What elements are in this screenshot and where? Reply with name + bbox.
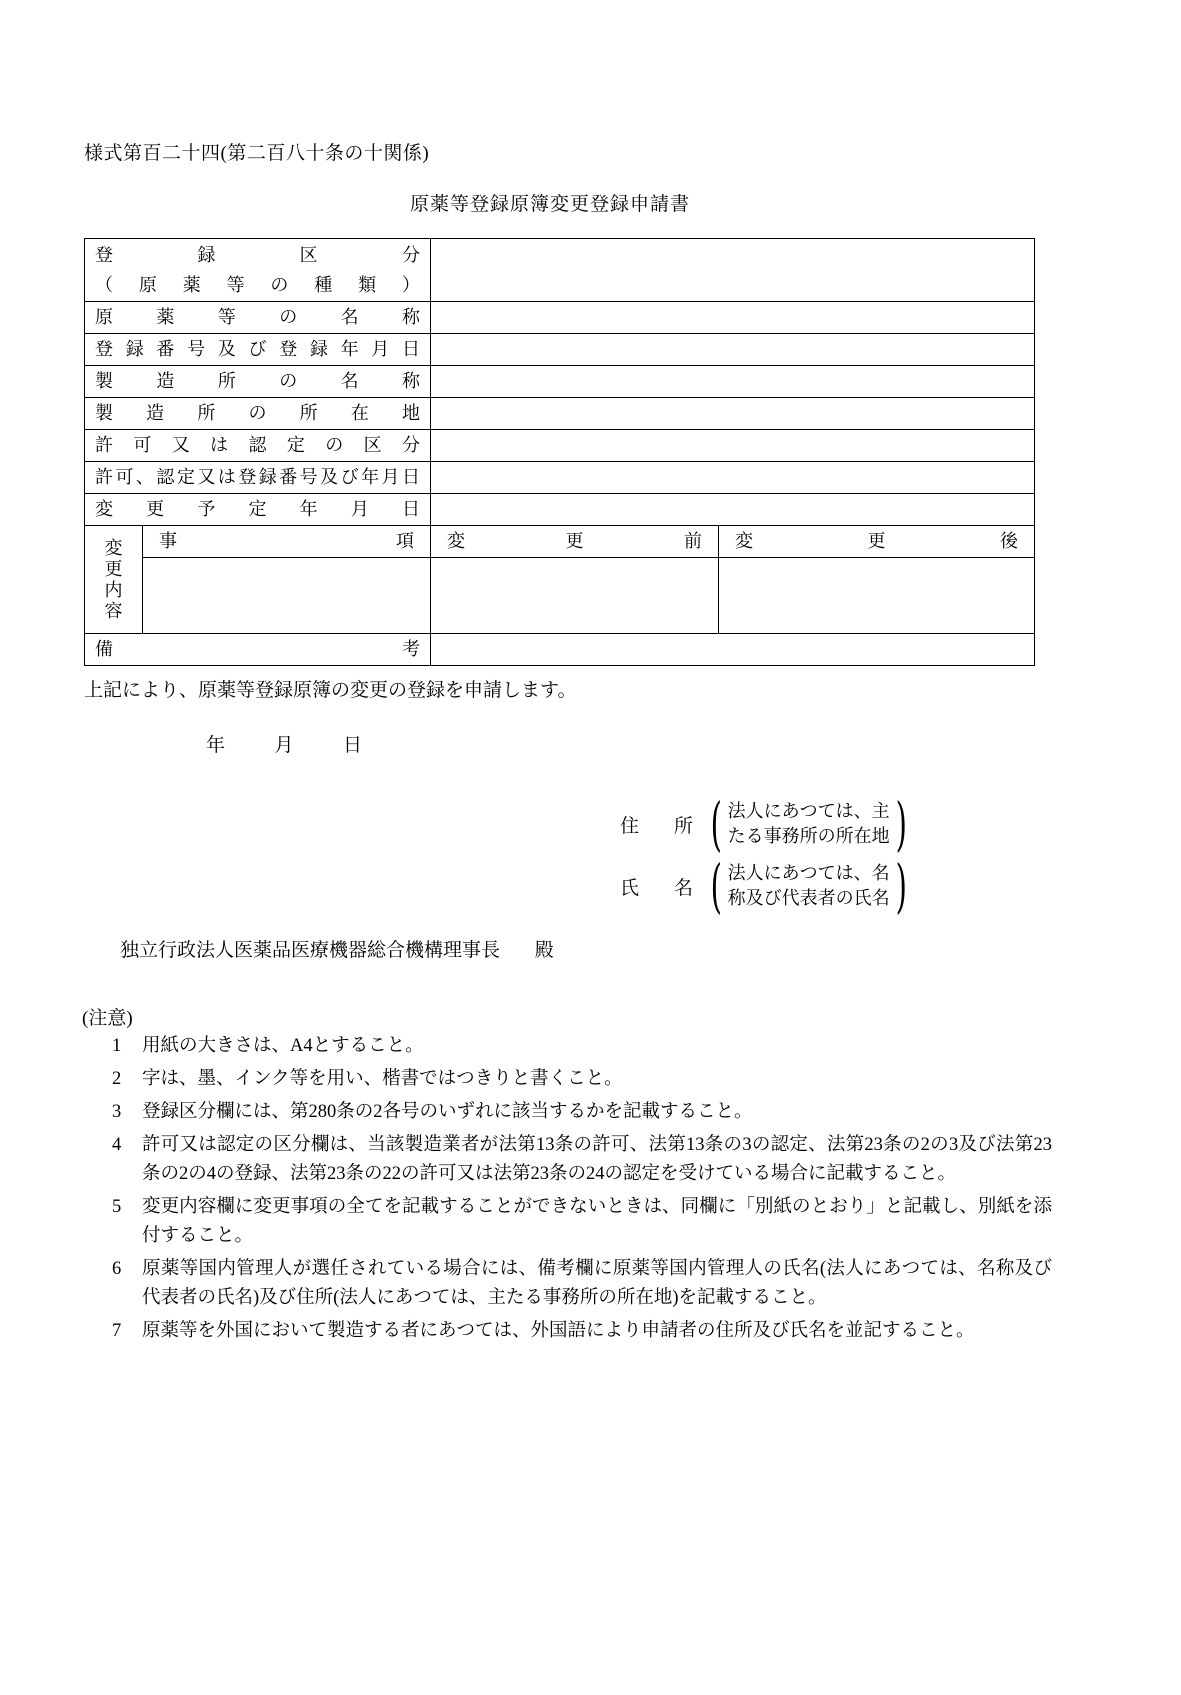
column-header-before: 変 更 前 xyxy=(431,526,719,558)
application-statement: 上記により、原薬等登録原簿の変更の登録を申請します。 xyxy=(84,680,577,701)
address-note: 法人にあつては、主 たる事務所の所在地 xyxy=(727,801,890,846)
row-value-license-category[interactable] xyxy=(431,430,1035,462)
table-row-change-content-body xyxy=(85,558,1035,634)
row-value-factory-name[interactable] xyxy=(431,366,1035,398)
address-block xyxy=(620,790,912,858)
row-value-substance-name[interactable] xyxy=(431,302,1035,334)
table-row-change-date xyxy=(85,494,1035,526)
list-item xyxy=(112,1065,1052,1094)
addressee xyxy=(120,935,554,962)
list-item xyxy=(112,1098,1052,1127)
table-row-factory-name xyxy=(85,366,1035,398)
cell-change-before[interactable] xyxy=(431,558,719,634)
table-row-registration-category xyxy=(85,239,1035,302)
date-line[interactable] xyxy=(206,730,364,757)
address-label: 住 所 xyxy=(620,815,702,837)
name-block xyxy=(620,852,912,920)
application-table xyxy=(84,238,1035,666)
table-row-change-content-header xyxy=(85,526,1035,558)
note-text: 許可又は認定の区分欄は、当該製造業者が法第13条の許可、法第13条の3の認定、法第23条の2の3及び法第23条の2の4の登録、法第23条の22の許可又は法第23条の24の認定を受けている場合に記載すること。 xyxy=(142,1135,1052,1184)
table-row-registration-number-date xyxy=(85,334,1035,366)
note-number: 3 xyxy=(112,1102,122,1122)
note-number: 5 xyxy=(112,1197,122,1217)
table-row-substance-name xyxy=(85,302,1035,334)
row-label-registration-number-date: 登録番号及び登録年月日 xyxy=(85,334,431,366)
brace-close-right-icon: ) xyxy=(895,852,907,920)
note-number: 4 xyxy=(112,1135,122,1155)
note-text: 用紙の大きさは、A4とすること。 xyxy=(142,1036,424,1056)
note-text: 登録区分欄には、第280条の2各号のいずれに該当するかを記載すること。 xyxy=(142,1102,753,1122)
name-note: 法人にあつては、名 称及び代表者の氏名 xyxy=(727,863,890,908)
table-row-license-number-date xyxy=(85,462,1035,494)
date-year-label: 年 xyxy=(206,735,228,756)
brace-open-left-icon: ( xyxy=(710,852,722,920)
table-row-remarks xyxy=(85,634,1035,666)
row-label-license-category: 許 可 又 は 認 定 の 区 分 xyxy=(85,430,431,462)
form-number: 様式第百二十四(第二百八十条の十関係) xyxy=(84,143,430,164)
list-item xyxy=(112,1193,1052,1251)
row-label-factory-name: 製 造 所 の 名 称 xyxy=(85,366,431,398)
addressee-name: 独立行政法人医薬品医療機器総合機構理事長 xyxy=(120,940,501,961)
row-label-license-number-date: 許可、認定又は登録番号及び年月日 xyxy=(85,462,431,494)
cell-change-after[interactable] xyxy=(719,558,1035,634)
row-value-registration-number-date[interactable] xyxy=(431,334,1035,366)
addressee-honorific: 殿 xyxy=(534,940,554,961)
list-item xyxy=(112,1131,1052,1189)
brace-open-left-icon: ( xyxy=(710,790,722,858)
brace-close-right-icon: ) xyxy=(895,790,907,858)
note-number: 7 xyxy=(112,1321,122,1341)
row-label-remarks: 備 考 xyxy=(85,634,431,666)
date-day-label: 日 xyxy=(343,735,365,756)
date-month-label: 月 xyxy=(274,735,296,756)
notes-title: (注意) xyxy=(82,1008,133,1029)
row-label-registration-category: 登 録 区 分 （ 原 薬 等 の 種 類 ） xyxy=(85,239,431,302)
note-number: 6 xyxy=(112,1259,122,1279)
list-item xyxy=(112,1032,1052,1061)
row-value-remarks[interactable] xyxy=(431,634,1035,666)
table-row-factory-address xyxy=(85,398,1035,430)
note-text: 原薬等を外国において製造する者にあつては、外国語により申請者の住所及び氏名を並記すること。 xyxy=(142,1321,975,1341)
row-value-change-date[interactable] xyxy=(431,494,1035,526)
table-row-license-category xyxy=(85,430,1035,462)
row-value-registration-category[interactable] xyxy=(431,239,1035,302)
cell-change-item[interactable] xyxy=(143,558,431,634)
list-item xyxy=(112,1255,1052,1313)
row-label-factory-address: 製 造 所 の 所 在 地 xyxy=(85,398,431,430)
page-title: 原薬等登録原簿変更登録申請書 xyxy=(409,194,690,215)
column-header-item: 事 項 xyxy=(143,526,431,558)
note-number: 2 xyxy=(112,1069,122,1089)
note-text: 変更内容欄に変更事項の全てを記載することができないときは、同欄に「別紙のとおり」と記載し、別紙を添付すること。 xyxy=(142,1197,1052,1246)
note-text: 原薬等国内管理人が選任されている場合には、備考欄に原薬等国内管理人の氏名(法人にあつては、名称及び代表者の氏名)及び住所(法人にあつては、主たる事務所の所在地)を記載すること。 xyxy=(142,1259,1052,1308)
row-value-factory-address[interactable] xyxy=(431,398,1035,430)
note-number: 1 xyxy=(112,1036,122,1056)
list-item xyxy=(112,1317,1052,1346)
row-label-change-content: 変 更 内 容 xyxy=(85,526,143,634)
note-text: 字は、墨、インク等を用い、楷書ではつきりと書くこと。 xyxy=(142,1069,623,1089)
row-label-change-date: 変 更 予 定 年 月 日 xyxy=(85,494,431,526)
column-header-after: 変 更 後 xyxy=(719,526,1035,558)
notes-list xyxy=(112,1032,1052,1350)
name-label: 氏 名 xyxy=(620,877,702,899)
row-label-substance-name: 原 薬 等 の 名 称 xyxy=(85,302,431,334)
row-value-license-number-date[interactable] xyxy=(431,462,1035,494)
